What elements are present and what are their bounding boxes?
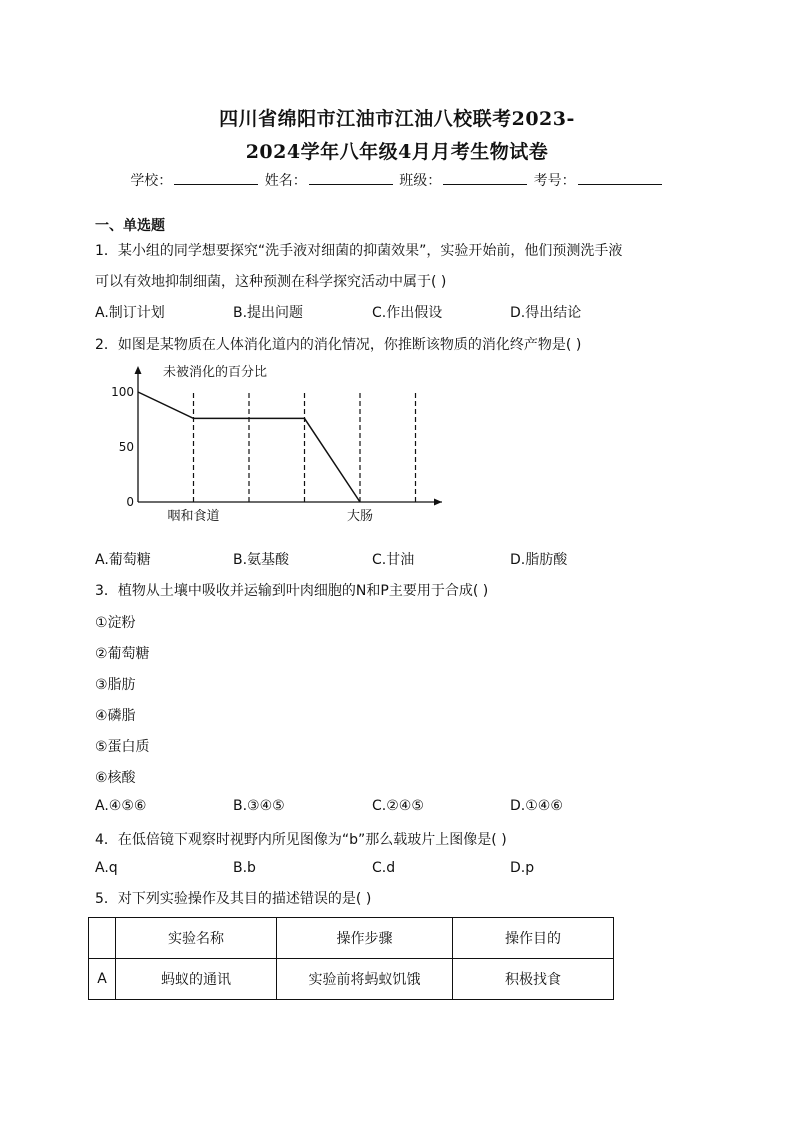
option-d: D.①④⑥ xyxy=(510,798,563,814)
table-cell: 积极找食 xyxy=(453,959,614,1000)
student-info-row xyxy=(0,170,794,190)
table-cell: 实验前将蚂蚁饥饿 xyxy=(277,959,453,1000)
option-b: B.氨基酸 xyxy=(233,552,290,568)
option-d: D.p xyxy=(510,860,535,876)
x-axis-arrow xyxy=(434,499,442,506)
table-cell: 蚂蚁的通讯 xyxy=(116,959,277,1000)
option-a: A.④⑤⑥ xyxy=(95,798,147,814)
table-header-cell xyxy=(89,918,116,959)
school-label: 学校： xyxy=(130,173,173,189)
table-row xyxy=(89,959,614,1000)
question-5-text: 5．对下列实验操作及其目的描述错误的是( ) xyxy=(95,891,372,907)
option-c: C.d xyxy=(372,860,396,876)
name-label: 姓名： xyxy=(264,173,307,189)
option-c: C.②④⑤ xyxy=(372,798,424,814)
table-header-cell: 操作目的 xyxy=(453,918,614,959)
option-b: B.提出问题 xyxy=(233,305,304,321)
option-a: A.葡萄糖 xyxy=(95,552,151,568)
table-header-cell: 操作步骤 xyxy=(277,918,453,959)
option-a: A.制订计划 xyxy=(95,305,165,321)
option-c: C.作出假设 xyxy=(372,305,443,321)
option-b: B.③④⑤ xyxy=(233,798,285,814)
question-4-text: 4．在低倍镜下观察时视野内所见图像为“b”那么载玻片上图像是( ) xyxy=(95,832,507,848)
class-blank xyxy=(443,172,527,185)
x-axis-label: 咽和食道 xyxy=(167,509,220,524)
question-3-item: ⑥核酸 xyxy=(95,770,136,786)
table-header-cell: 实验名称 xyxy=(116,918,277,959)
question-3-item: ①淀粉 xyxy=(95,615,136,631)
y-axis-arrow xyxy=(135,366,142,374)
question-3-item: ⑤蛋白质 xyxy=(95,739,150,755)
question-1-line2: 可以有效地抑制细菌，这种预测在科学探究活动中属于( ) xyxy=(95,274,447,290)
question-2-text: 2．如图是某物质在人体消化道内的消化情况，你推断该物质的消化终产物是( ) xyxy=(95,337,582,353)
chart-dividers xyxy=(194,392,416,502)
option-b: B.b xyxy=(233,860,256,876)
question-3-item: ③脂肪 xyxy=(95,677,136,693)
option-a: A.q xyxy=(95,860,118,876)
question-3-item: ④磷脂 xyxy=(95,708,136,724)
exam-title-line2: 2024学年八年级4月月考生物试卷 xyxy=(245,141,549,163)
exam-title-line1: 四川省绵阳市江油市江油八校联考2023- xyxy=(219,108,575,130)
question-1-line1: 1．某小组的同学想要探究“洗手液对细菌的抑菌效果”，实验开始前，他们预测洗手液 xyxy=(95,243,623,259)
chart-y-ticks xyxy=(111,385,134,509)
x-axis-label: 大肠 xyxy=(346,509,374,524)
table-header-row xyxy=(89,918,614,959)
question-3-text: 3．植物从土壤中吸收并运输到叶肉细胞的N和P主要用于合成( ) xyxy=(95,583,489,599)
name-blank xyxy=(309,172,393,185)
chart-x-labels xyxy=(167,508,373,524)
experiment-table xyxy=(88,917,614,1000)
class-label: 班级： xyxy=(399,173,442,189)
y-tick-label: 50 xyxy=(118,440,134,454)
exam-no-label: 考号： xyxy=(533,173,576,189)
chart-axes xyxy=(135,366,443,506)
chart-title: 未被消化的百分比 xyxy=(163,365,268,380)
option-d: D.得出结论 xyxy=(510,305,582,321)
digestion-chart xyxy=(100,358,460,530)
table-cell: A xyxy=(89,959,116,1000)
section-heading: 一、单选题 xyxy=(95,218,165,234)
school-blank xyxy=(174,172,258,185)
option-d: D.脂肪酸 xyxy=(510,552,568,568)
y-tick-label: 0 xyxy=(126,495,134,509)
option-c: C.甘油 xyxy=(372,552,415,568)
question-3-item: ②葡萄糖 xyxy=(95,646,150,662)
y-tick-label: 100 xyxy=(111,385,134,399)
exam-no-blank xyxy=(578,172,662,185)
